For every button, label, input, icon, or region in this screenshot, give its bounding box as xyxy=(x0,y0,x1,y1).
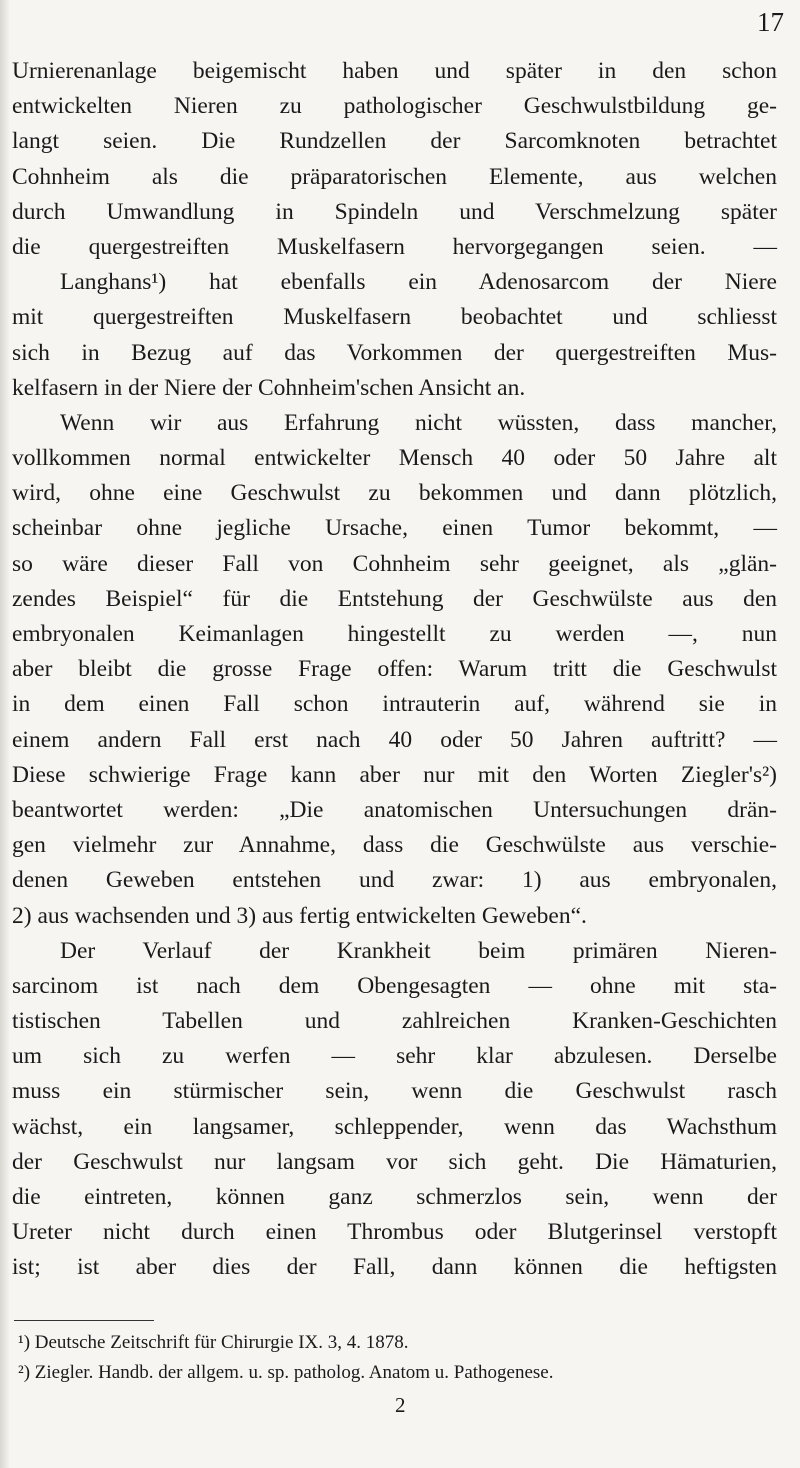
text-line: Urnierenanlage beigemischt haben und später in den schon xyxy=(12,58,777,84)
text-line: wird, ohne eine Geschwulst zu bekommen und dann plötzlich, xyxy=(12,480,777,507)
footnote-2: ²) Ziegler. Handb. der allgem. u. sp. patholog. Anatom u. Pathogenese. xyxy=(18,1362,554,1383)
page-number: 17 xyxy=(757,7,784,37)
text-line: um sich zu werfen — sehr klar abzulesen. Derselbe xyxy=(12,1043,777,1070)
text-line: sich in Bezug auf das Vorkommen der quergestreiften Mus- xyxy=(12,339,777,366)
text-line: aber bleibt die grosse Frage offen: Warum tritt die Geschwulst xyxy=(12,656,777,683)
text-line: in dem einen Fall schon intrauterin auf, während sie in xyxy=(12,691,777,718)
text-line: einem andern Fall erst nach 40 oder 50 Jahren auftritt? — xyxy=(12,726,777,753)
text-line: Wenn wir aus Erfahrung nicht wüssten, dass mancher, xyxy=(60,409,777,436)
text-line: entwickelten Nieren zu pathologischer Geschwulstbildung ge- xyxy=(12,93,777,120)
text-line: die eintreten, können ganz schmerzlos sein, wenn der xyxy=(12,1184,777,1210)
text-line: scheinbar ohne jegliche Ursache, einen Tumor bekommt, — xyxy=(12,515,777,542)
text-line: gen vielmehr zur Annahme, dass die Geschwülste aus verschie- xyxy=(12,832,777,859)
text-line: wächst, ein langsamer, schleppender, wenn das Wachsthum xyxy=(12,1113,777,1140)
page-edge-shadow xyxy=(0,0,10,1468)
text-line: denen Geweben entstehen und zwar: 1) aus embryonalen, xyxy=(12,867,777,894)
text-line: beantwortet werden: „Die anatomischen Untersuchungen drän- xyxy=(12,796,777,823)
text-line: zendes Beispiel“ für die Entstehung der Geschwülste aus den xyxy=(12,585,777,612)
sheet-signature: 2 xyxy=(395,1393,406,1417)
body-text xyxy=(12,54,777,1286)
text-line: langt seien. Die Rundzellen der Sarcomknoten betrachtet xyxy=(12,128,777,155)
footnote-divider xyxy=(14,1320,154,1321)
text-line: embryonalen Keimanlagen hingestellt zu werden —, nun xyxy=(12,621,777,647)
text-line: sarcinom ist nach dem Obengesagten — ohne mit sta- xyxy=(12,972,777,999)
text-line: vollkommen normal entwickelter Mensch 40 oder 50 Jahre alt xyxy=(12,445,777,472)
text-line: kelfasern in der Niere der Cohnheim'schen Ansicht an. xyxy=(12,374,526,401)
text-line: Cohnheim als die präparatorischen Elemente, aus welchen xyxy=(12,163,777,190)
text-line: 2) aus wachsenden und 3) aus fertig entwickelten Geweben“. xyxy=(12,902,587,929)
text-line: tistischen Tabellen und zahlreichen Kranken-Geschichten xyxy=(12,1008,777,1035)
text-line: muss ein stürmischer sein, wenn die Geschwulst rasch xyxy=(12,1078,777,1105)
text-line: so wäre dieser Fall von Cohnheim sehr geeignet, als „glän- xyxy=(12,550,777,577)
text-line: Der Verlauf der Krankheit beim primären Nieren- xyxy=(60,937,777,964)
text-line: Ureter nicht durch einen Thrombus oder Blutgerinsel verstopft xyxy=(12,1219,777,1246)
text-line: der Geschwulst nur langsam vor sich geht. Die Hämaturien, xyxy=(12,1148,777,1175)
text-line: Diese schwierige Frage kann aber nur mit den Worten Ziegler's²) xyxy=(12,761,777,788)
text-line: mit quergestreiften Muskelfasern beobachtet und schliesst xyxy=(12,304,777,331)
text-line: ist; ist aber dies der Fall, dann können die heftigsten xyxy=(12,1254,777,1281)
text-line: durch Umwandlung in Spindeln und Verschmelzung später xyxy=(12,198,777,225)
footnote-1: ¹) Deutsche Zeitschrift für Chirurgie IX. 3, 4. 1878. xyxy=(18,1332,409,1353)
footnotes xyxy=(18,1328,778,1388)
text-line: die quergestreiften Muskelfasern hervorgegangen seien. — xyxy=(12,233,777,260)
text-line: Langhans¹) hat ebenfalls ein Adenosarcom der Niere xyxy=(60,269,777,296)
